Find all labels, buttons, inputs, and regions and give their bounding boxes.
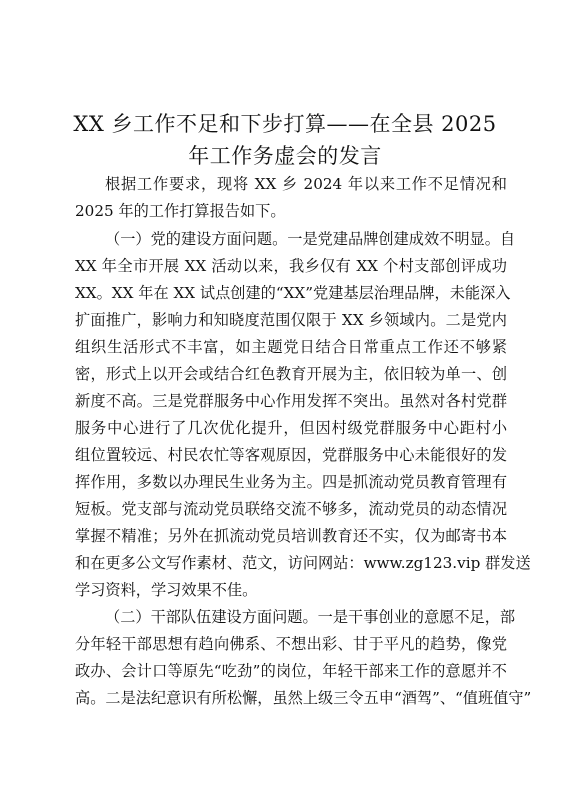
paragraph-line: XX 年全市开展 XX 活动以来，我乡仅有 XX 个村支部创评成功 <box>75 257 507 275</box>
paragraph-line: 短板。党支部与流动党员联络交流不够多，流动党员的动态情况 <box>75 500 507 518</box>
paragraph-line: 扩面推广，影响力和知晓度范围仅限于 XX 乡领域内。二是党内 <box>75 311 507 329</box>
document-title-line-1: XX 乡工作不足和下步打算——在全县 2025 <box>73 112 497 136</box>
paragraph-line: （一）党的建设方面问题。一是党建品牌创建成效不明显。自 <box>105 230 516 248</box>
paragraph-line: 挥作用，多数以办理民生业务为主。四是抓流动党员教育管理有 <box>75 473 507 491</box>
paragraph-line: （二）干部队伍建设方面问题。一是干事创业的意愿不足，部 <box>105 608 516 626</box>
paragraph-line: 组位置较远、村民农忙等客观原因，党群服务中心未能很好的发 <box>75 446 507 464</box>
paragraph-line: 2025 年的工作打算报告如下。 <box>75 202 286 220</box>
document-title-line-2: 年工作务虚会的发言 <box>188 144 382 168</box>
paragraph-line: 服务中心进行了几次优化提升，但因村级党群服务中心距村小 <box>75 419 507 437</box>
paragraph-line: 新度不高。三是党群服务中心作用发挥不突出。虽然对各村党群 <box>75 392 507 410</box>
paragraph-line: 根据工作要求，现将 XX 乡 2024 年以来工作不足情况和 <box>105 175 507 193</box>
paragraph-line: 学习资料，学习效果不佳。 <box>75 581 258 599</box>
paragraph-line: 组织生活形式不丰富，如主题党日结合日常重点工作还不够紧 <box>75 338 507 356</box>
paragraph-line: 掌握不精准；另外在抓流动党员培训教育还不实，仅为邮寄书本 <box>75 527 507 545</box>
paragraph-line: 密，形式上以开会或结合红色教育开展为主，依旧较为单一、创 <box>75 365 507 383</box>
paragraph-line: 政办、会计口等原先“吃劲”的岗位，年轻干部来工作的意愿并不 <box>75 662 507 680</box>
paragraph-line: 和在更多公文写作素材、范文，访问网站：www.zg123.vip 群发送 <box>75 554 531 572</box>
paragraph-line: 分年轻干部思想有趋向佛系、不想出彩、甘于平凡的趋势，像党 <box>75 635 507 653</box>
paragraph-line: 高。二是法纪意识有所松懈，虽然上级三令五申“酒驾”、“值班值守” <box>75 689 532 707</box>
paragraph-line: XX。XX 年在 XX 试点创建的“XX”党建基层治理品牌，未能深入 <box>75 284 511 302</box>
